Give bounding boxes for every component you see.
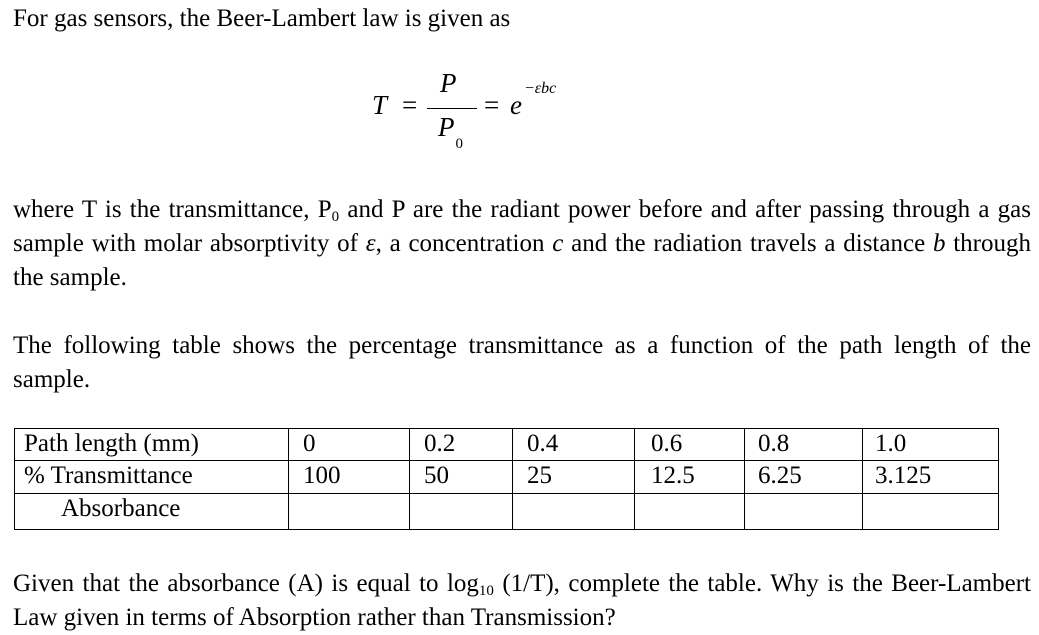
fraction-bar: [427, 108, 477, 109]
denominator-symbol: P: [438, 112, 455, 142]
where-text-4: and the radiation travels a distance: [563, 230, 933, 257]
transmittance-table: [14, 428, 999, 530]
absorbance-cell-empty: [410, 494, 513, 530]
equation-equals-2: =: [484, 90, 500, 120]
where-text-2: and P are the radiant power before and after passing through a gas sample with molar absorptivity of: [13, 196, 1032, 257]
row-label: Path length (mm): [15, 429, 289, 461]
absorbance-cell-empty: [863, 494, 999, 530]
distance-symbol: b: [932, 230, 946, 257]
table-cell: 50: [410, 461, 513, 494]
where-text-3: , a concentration: [375, 230, 553, 257]
beer-lambert-equation: [372, 68, 572, 158]
table-cell: 0.4: [513, 429, 635, 461]
question-text-1: Given that the absorbance (A) is equal to log: [13, 570, 479, 597]
table-cell: 0.2: [410, 429, 513, 461]
absorbance-cell-empty: [513, 494, 635, 530]
table-row-transmittance: [15, 461, 999, 494]
table-cell: 6.25: [745, 461, 863, 494]
table-cell: 0.6: [635, 429, 745, 461]
equation-lhs: T: [372, 90, 388, 120]
exponent: −εbc: [524, 80, 557, 97]
epsilon-symbol: ε: [365, 230, 376, 257]
document-page: [13, 0, 1033, 634]
table-row-absorbance: [15, 494, 999, 530]
concentration-symbol: c: [552, 230, 564, 257]
fraction-numerator: P: [440, 68, 457, 98]
table-intro-text: The following table shows the percentage transmittance as a function of the path length of the sample.: [13, 332, 1031, 393]
table-row-path-length: [15, 429, 999, 461]
intro-text: For gas sensors, the Beer-Lambert law is given as: [13, 5, 511, 32]
where-text-5: through the sample.: [13, 230, 1031, 291]
table-cell: 0: [289, 429, 410, 461]
absorbance-cell-empty: [745, 494, 863, 530]
equation-equals-1: =: [402, 90, 418, 120]
question-paragraph: [13, 567, 1031, 635]
exponential-base: e: [510, 90, 522, 120]
absorbance-cell-empty: [635, 494, 745, 530]
row-label: % Transmittance: [15, 461, 289, 494]
fraction-denominator: [438, 112, 463, 153]
absorbance-cell-empty: [289, 494, 410, 530]
log-base-subscript: 10: [478, 583, 494, 599]
table-cell: 12.5: [635, 461, 745, 494]
denominator-subscript: 0: [455, 136, 463, 153]
table-cell: 0.8: [745, 429, 863, 461]
question-text-2: (1/T), complete the table. Why is the Beer-Lambert Law given in terms of Absorption rather than Transmission?: [13, 570, 1031, 631]
table-cell: 25: [513, 461, 635, 494]
table-cell: 1.0: [863, 429, 999, 461]
p-zero-subscript: 0: [331, 209, 340, 225]
row-label: Absorbance: [15, 494, 289, 530]
definitions-paragraph: [13, 193, 1031, 295]
table-cell: 3.125: [863, 461, 999, 494]
where-text-1: where T is the transmittance, P: [13, 196, 332, 223]
table-cell: 100: [289, 461, 410, 494]
